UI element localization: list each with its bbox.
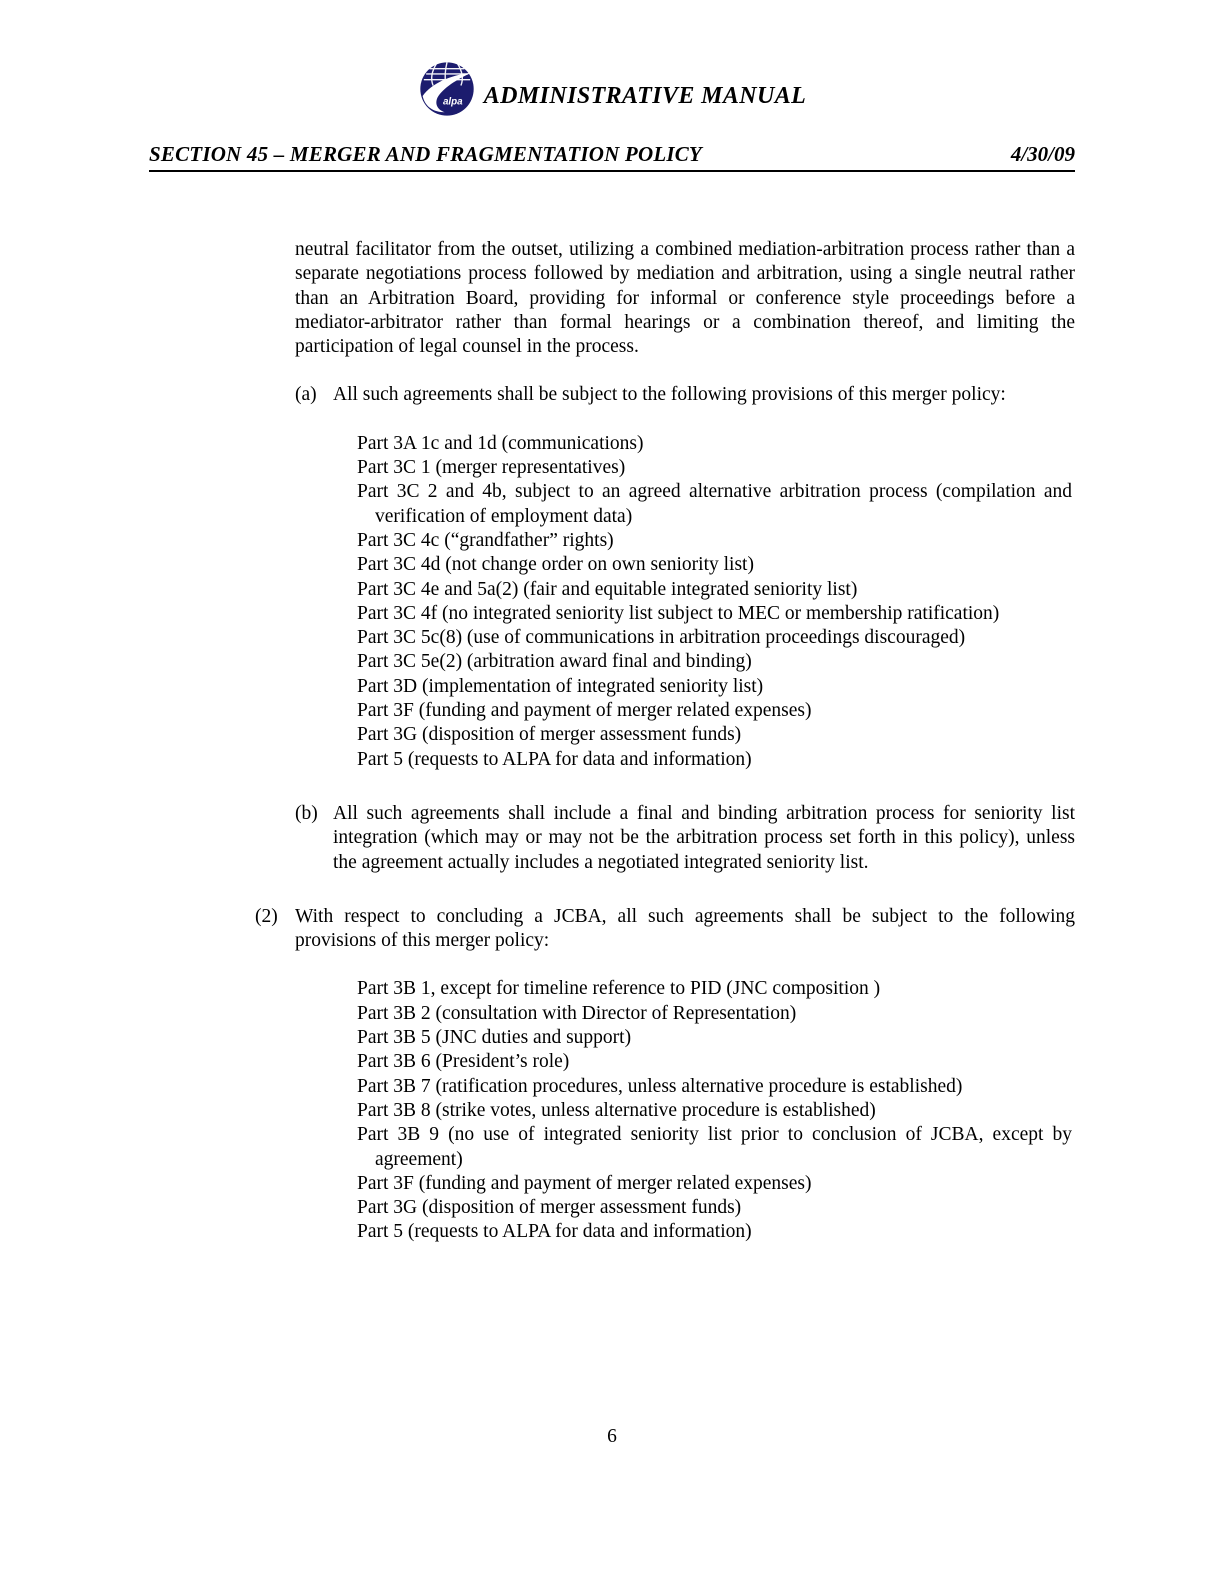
list-item: Part 3C 5c(8) (use of communications in arbitration proceedings discouraged) xyxy=(357,627,966,649)
list-item: Part 3F (funding and payment of merger related expenses) xyxy=(357,700,812,722)
alpa-wordmark: alpa xyxy=(442,96,463,108)
item-a-text: All such agreements shall be subject to the following provisions of this merger policy: xyxy=(333,384,1006,406)
list-item: Part 3A 1c and 1d (communications) xyxy=(357,432,644,454)
list-item: Part 3C 4f (no integrated seniority list subject to MEC or membership ratification) xyxy=(357,602,1000,624)
list-item: Part 3C 4c (“grandfather” rights) xyxy=(357,529,614,551)
item-a xyxy=(295,383,1075,407)
masthead xyxy=(0,52,1224,126)
item-a-marker: (a) xyxy=(295,384,317,406)
part-list-2 xyxy=(357,977,1072,1244)
spacer xyxy=(149,953,1075,977)
item-b-marker: (b) xyxy=(295,802,318,824)
page-number: 6 xyxy=(607,1426,617,1447)
section-header xyxy=(149,142,1075,172)
list-item: Part 3C 4e and 5a(2) (fair and equitable integrated seniority list) xyxy=(357,578,858,600)
document-body xyxy=(149,238,1075,1245)
item-b xyxy=(295,802,1075,875)
section-title: SECTION 45 – MERGER AND FRAGMENTATION POLICY xyxy=(149,142,702,166)
list-item: Part 3D (implementation of integrated seniority list) xyxy=(357,675,764,697)
list-item: Part 3B 9 (no use of integrated seniority list prior to conclusion of JCBA, except by agreement) xyxy=(357,1124,1072,1170)
section-date: 4/30/09 xyxy=(1010,142,1075,166)
list-item: Part 3C 1 (merger representatives) xyxy=(357,457,626,479)
list-item: Part 3C 5e(2) (arbitration award final and binding) xyxy=(357,651,752,673)
list-item: Part 3B 6 (President’s role) xyxy=(357,1051,570,1073)
item-2-marker: (2) xyxy=(255,905,278,927)
spacer xyxy=(149,772,1075,802)
item-b-text: All such agreements shall include a final and binding arbitration process for seniority list integration (which may or may not be the arbitration process set forth in this policy), unless the agreement actually includes a negotiated integrated seniority list. xyxy=(333,802,1075,873)
list-item: Part 3G (disposition of merger assessment funds) xyxy=(357,1197,742,1219)
list-item: Part 5 (requests to ALPA for data and information) xyxy=(357,1221,752,1243)
list-item: Part 3G (disposition of merger assessment funds) xyxy=(357,724,742,746)
manual-title: ADMINISTRATIVE MANUAL xyxy=(483,83,807,109)
alpa-logo-icon xyxy=(418,60,476,118)
item-2-text: With respect to concluding a JCBA, all such agreements shall be subject to the following provisions of this merger policy: xyxy=(295,905,1075,952)
list-item: Part 3B 5 (JNC duties and support) xyxy=(357,1027,632,1049)
list-item: Part 3B 8 (strike votes, unless alternative procedure is established) xyxy=(357,1099,876,1121)
part-list-a xyxy=(357,432,1072,772)
list-item: Part 5 (requests to ALPA for data and information) xyxy=(357,748,752,770)
list-item: Part 3C 4d (not change order on own seniority list) xyxy=(357,554,754,576)
lead-paragraph: neutral facilitator from the outset, utilizing a combined mediation-arbitration process rather than a separate negotiations process followed by mediation and arbitration, using a single neutral rather than an Arbitration Board, providing for informal or conference style proceedings before a mediator-arbitrator rather than formal hearings or a combination thereof, and limiting the participation of legal counsel in the process. xyxy=(295,239,1075,358)
list-item: Part 3F (funding and payment of merger related expenses) xyxy=(357,1172,812,1194)
item-2 xyxy=(255,905,1075,954)
spacer xyxy=(149,875,1075,905)
list-item: Part 3B 7 (ratification procedures, unless alternative procedure is established) xyxy=(357,1075,963,1097)
list-item: Part 3B 2 (consultation with Director of Representation) xyxy=(357,1002,797,1024)
list-item: Part 3C 2 and 4b, subject to an agreed alternative arbitration process (compilation and verification of employment data) xyxy=(357,481,1072,527)
spacer xyxy=(149,408,1075,432)
spacer xyxy=(149,359,1075,383)
list-item: Part 3B 1, except for timeline reference to PID (JNC composition ) xyxy=(357,978,881,1000)
